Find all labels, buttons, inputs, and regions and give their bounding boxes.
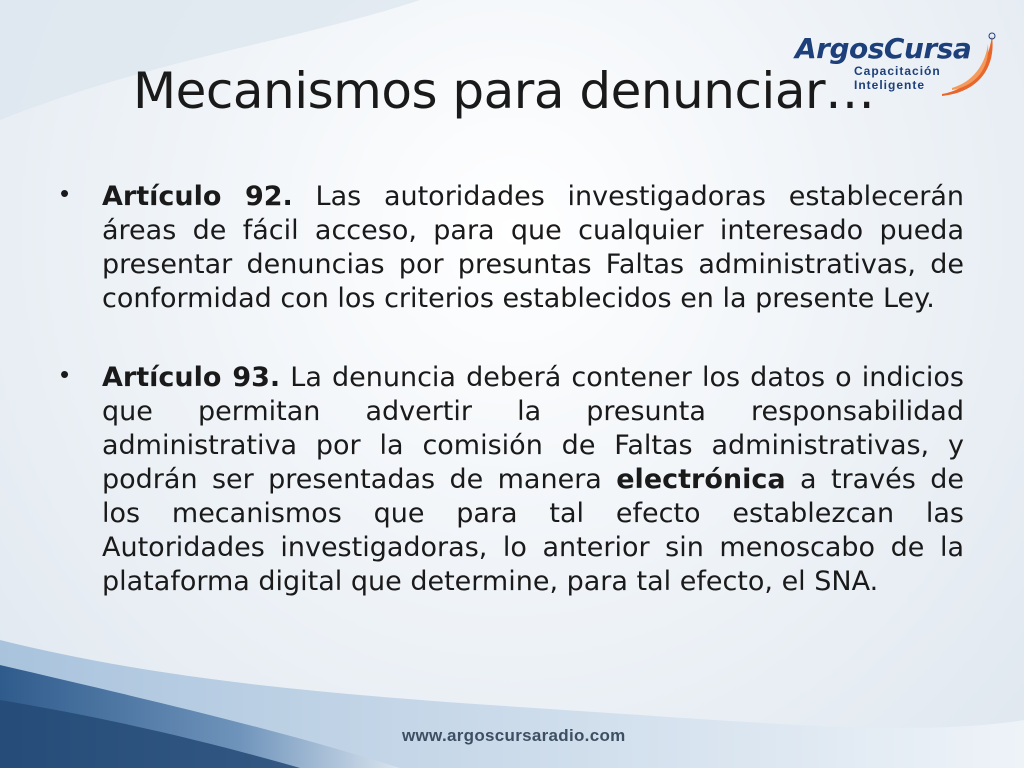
logo-wordmark: ArgosCursa: [795, 32, 972, 65]
footer-website-link[interactable]: www.argoscursaradio.com: [402, 726, 626, 745]
bullet-dot-icon: •: [60, 178, 70, 208]
logo-tagline-1: Capacitación: [854, 64, 941, 78]
emphasis-word: electrónica: [616, 464, 786, 495]
article-label: Artículo 92.: [102, 181, 293, 212]
logo-tagline-2: Inteligente: [854, 78, 926, 92]
bullet-text: [102, 180, 964, 316]
bullet-item-article-93: [60, 361, 964, 599]
article-body-part-2: a través de los mecanismos que para tal efecto establezcan las Autoridades investigadoras, lo anterior sin menoscabo de la plataforma digital que determine, para tal efecto, el SNA.: [102, 464, 964, 597]
slide-title: Mecanismos para denunciar…: [133, 62, 875, 120]
article-label: Artículo 93.: [102, 362, 281, 393]
bullet-dot-icon: •: [60, 359, 70, 389]
bullet-list: [60, 180, 964, 644]
article-body: Las autoridades investigadoras establecerán áreas de fácil acceso, para que cualquier interesado pueda presentar denuncias por presuntas Faltas administrativas, de conformidad con los criterios establecidos en la presente Ley.: [102, 181, 964, 314]
bullet-item-article-92: [60, 180, 964, 316]
article-body-part-1: La denuncia deberá contener los datos o indicios que permitan advertir la presunta responsabilidad administrativa por la comisión de Faltas administrativas, y podrán ser presentadas de manera: [102, 362, 964, 495]
bullet-text: [102, 361, 964, 599]
